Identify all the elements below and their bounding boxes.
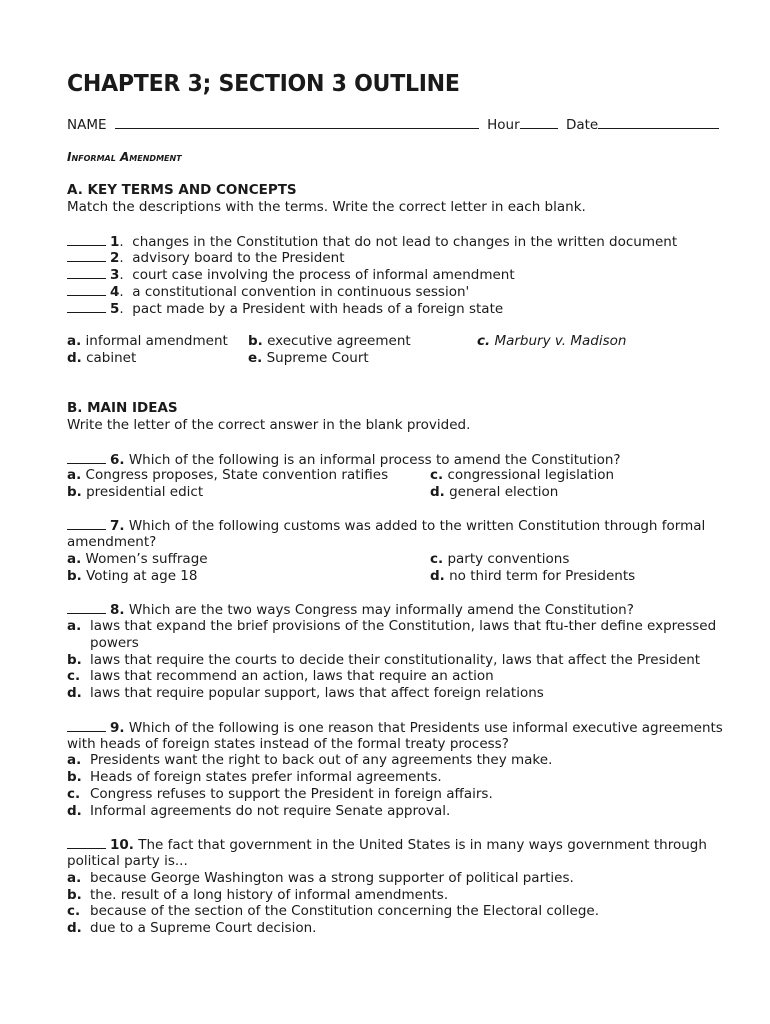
q7-option-c [430, 551, 569, 568]
question-text: Which of the following is one reason that Presidents use informal executive agreements [128, 720, 723, 736]
term-letter: b. [248, 333, 263, 349]
option-letter: b. [67, 568, 82, 584]
term-a [67, 333, 228, 350]
item-number: 1 [110, 234, 120, 250]
q10-option-c: because of the section of the Constitution concerning the Electoral college. [90, 903, 600, 919]
option-text: general election [449, 484, 559, 500]
term-c [477, 333, 626, 350]
term-letter: d. [67, 350, 82, 366]
term-item-1: 1. changes in the Constitution that do not lead to changes in the written document [67, 233, 677, 251]
answer-blank[interactable] [67, 451, 106, 464]
question-text: Which are the two ways Congress may informally amend the Constitution? [128, 602, 634, 618]
question-text: The fact that government in the United States is in many ways government through [138, 837, 707, 853]
q9-option-b: Heads of foreign states prefer informal agreements. [90, 769, 442, 785]
option-text: Voting at age 18 [86, 568, 198, 584]
term-letter: c. [477, 333, 491, 349]
q9-letter-b: b. [67, 769, 82, 785]
item-text: pact made by a President with heads of a foreign state [132, 301, 504, 317]
q10-option-d: due to a Supreme Court decision. [90, 920, 317, 936]
q9-letter-d: d. [67, 803, 82, 819]
q8-letter-b: b. [67, 652, 82, 668]
option-letter: d. [430, 568, 445, 584]
item-text: advisory board to the President [132, 250, 345, 266]
term-e [248, 350, 369, 367]
question-number: 9. [110, 720, 125, 736]
option-letter: c. [430, 551, 444, 567]
option-letter: c. [430, 467, 444, 483]
option-letter: a. [67, 551, 82, 567]
q8-option-a: laws that expand the brief provisions of the Constitution, laws that ftu-ther define expressed [90, 618, 717, 634]
term-text: cabinet [86, 350, 137, 366]
question-9-cont: with heads of foreign states instead of the formal treaty process? [67, 736, 509, 752]
answer-blank[interactable] [67, 719, 106, 732]
q6-option-b [67, 484, 203, 501]
item-text: changes in the Constitution that do not lead to changes in the written document [132, 234, 678, 250]
question-10 [67, 836, 707, 854]
question-text: Which of the following is an informal process to amend the Constitution? [128, 452, 621, 468]
q6-option-a [67, 467, 388, 484]
q6-option-c [430, 467, 614, 484]
term-item-3: 3. court case involving the process of informal amendment [67, 266, 515, 284]
term-item-5: 5. pact made by a President with heads of a foreign state [67, 300, 503, 318]
q8-option-a-cont: powers [90, 635, 139, 651]
question-number: 6. [110, 452, 125, 468]
option-text: no third term for Presidents [449, 568, 636, 584]
question-7-cont: amendment? [67, 534, 157, 550]
option-letter: d. [430, 484, 445, 500]
answer-blank[interactable] [67, 249, 106, 262]
option-letter: a. [67, 467, 82, 483]
hour-label: Hour [487, 117, 520, 133]
answer-blank[interactable] [67, 283, 106, 296]
option-text: Congress proposes, State convention ratifies [85, 467, 389, 483]
q10-letter-d: d. [67, 920, 82, 936]
item-number: 3 [110, 267, 120, 283]
q9-letter-a: a. [67, 752, 82, 768]
hour-blank[interactable] [520, 116, 558, 129]
option-text: presidential edict [86, 484, 204, 500]
q8-letter-d: d. [67, 685, 82, 701]
q7-option-d [430, 568, 635, 585]
question-9 [67, 719, 723, 737]
question-number: 7. [110, 518, 125, 534]
item-number: 2 [110, 250, 120, 266]
question-number: 10. [110, 837, 134, 853]
term-text: Supreme Court [266, 350, 369, 366]
page-title: CHAPTER 3; SECTION 3 OUTLINE [67, 71, 460, 97]
term-item-4: 4. a constitutional convention in continuous session' [67, 283, 469, 301]
q9-option-d: Informal agreements do not require Senate approval. [90, 803, 451, 819]
q10-option-a: because George Washington was a strong supporter of political parties. [90, 870, 574, 886]
date-blank[interactable] [598, 116, 719, 129]
q9-option-c: Congress refuses to support the President in foreign affairs. [90, 786, 493, 802]
term-d [67, 350, 136, 367]
term-letter: a. [67, 333, 82, 349]
date-label: Date [565, 117, 599, 133]
option-text: Women’s suffrage [85, 551, 208, 567]
subtitle: Informal Amendment [67, 150, 182, 164]
section-a-heading: A. KEY TERMS AND CONCEPTS [67, 182, 297, 198]
answer-blank[interactable] [67, 601, 106, 614]
term-letter: e. [248, 350, 263, 366]
question-7 [67, 517, 705, 535]
name-blank[interactable] [115, 116, 479, 129]
q10-letter-a: a. [67, 870, 82, 886]
q9-letter-c: c. [67, 786, 81, 802]
q9-option-a: Presidents want the right to back out of any agreements they make. [90, 752, 553, 768]
q8-option-d: laws that require popular support, laws that affect foreign relations [90, 685, 544, 701]
option-letter: b. [67, 484, 82, 500]
q7-option-a [67, 551, 208, 568]
answer-blank[interactable] [67, 266, 106, 279]
section-a-instructions: Match the descriptions with the terms. Write the correct letter in each blank. [67, 199, 586, 215]
item-text: court case involving the process of informal amendment [132, 267, 515, 283]
question-text: Which of the following customs was added to the written Constitution through formal [128, 518, 706, 534]
q8-letter-a: a. [67, 618, 82, 634]
name-field [67, 116, 719, 134]
q10-option-b: the. result of a long history of informal amendments. [90, 887, 449, 903]
q6-option-d [430, 484, 558, 501]
term-text: informal amendment [85, 333, 228, 349]
answer-blank[interactable] [67, 836, 106, 849]
question-number: 8. [110, 602, 125, 618]
name-label: NAME [67, 117, 107, 133]
question-8 [67, 601, 634, 619]
term-text: Marbury v. Madison [494, 333, 627, 349]
item-text: a constitutional convention in continuous session' [132, 284, 470, 300]
answer-blank[interactable] [67, 300, 106, 313]
term-item-2: 2. advisory board to the President [67, 249, 345, 267]
term-b [248, 333, 411, 350]
q8-option-c: laws that recommend an action, laws that require an action [90, 668, 494, 684]
q10-letter-c: c. [67, 903, 81, 919]
term-text: executive agreement [267, 333, 411, 349]
item-number: 4 [110, 284, 120, 300]
item-number: 5 [110, 301, 120, 317]
section-b-instructions: Write the letter of the correct answer in the blank provided. [67, 417, 471, 433]
q8-letter-c: c. [67, 668, 81, 684]
q7-option-b [67, 568, 197, 585]
q10-letter-b: b. [67, 887, 82, 903]
option-text: party conventions [447, 551, 570, 567]
section-b-heading: B. MAIN IDEAS [67, 400, 178, 416]
answer-blank[interactable] [67, 517, 106, 530]
question-10-cont: political party is... [67, 853, 188, 869]
q8-option-b: laws that require the courts to decide their constitutionality, laws that affect the President [90, 652, 701, 668]
option-text: congressional legislation [447, 467, 615, 483]
answer-blank[interactable] [67, 233, 106, 246]
